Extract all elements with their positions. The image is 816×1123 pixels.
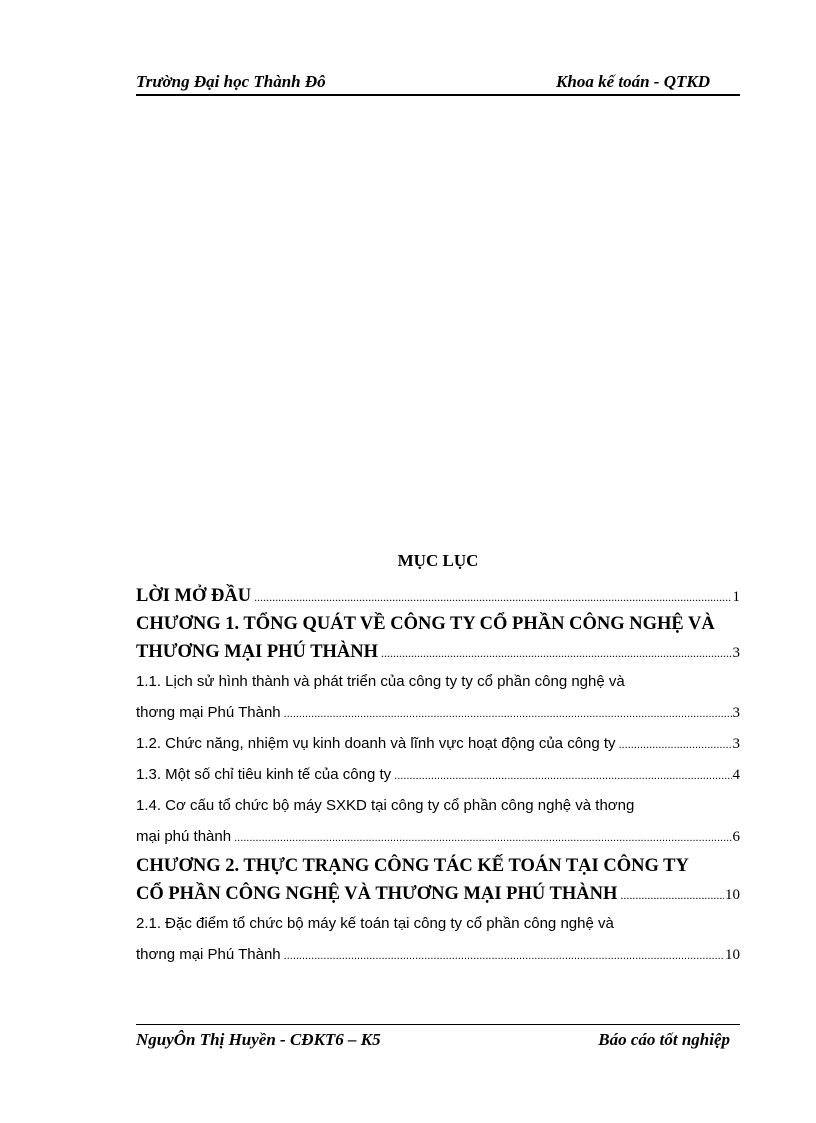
toc-leader-dots	[254, 583, 731, 611]
toc-leader-dots	[381, 639, 731, 667]
toc-page-number: 3	[732, 736, 740, 752]
header-school-name: Trường Đại học Thành Đô	[136, 72, 326, 91]
toc-page-number: 4	[732, 767, 740, 783]
toc-entry-loi-mo-dau[interactable]	[136, 582, 740, 610]
toc-entry-title: LỜI MỞ ĐẦU	[136, 586, 252, 606]
toc-title: MỤC LỤC	[397, 551, 479, 570]
toc-entry-title: 2.1. Đặc điểm tổ chức bộ máy kế toán tại công ty cổ phần công nghệ và	[136, 915, 614, 932]
toc-entry-title-cont: mại phú thành	[136, 828, 232, 845]
toc-page-number: 10	[725, 947, 740, 963]
toc-entry-title-cont: thơng mại Phú Thành	[136, 946, 281, 963]
toc-entry-1-4[interactable]	[136, 790, 740, 852]
toc-leader-dots	[394, 761, 731, 792]
toc-entry-title: 1.2. Chức năng, nhiệm vụ kinh doanh và lĩnh vực hoạt động của công ty	[136, 735, 616, 752]
toc-entry-title: 1.4. Cơ cấu tổ chức bộ máy SXKD tại công ty cổ phần công nghệ và thơng	[136, 797, 635, 814]
page-header	[136, 72, 740, 96]
toc-entry-title: 1.1. Lịch sử hình thành và phát triển của công ty ty cổ phần công nghệ và	[136, 673, 625, 690]
toc-entry-title: CHƯƠNG 1. TỔNG QUÁT VỀ CÔNG TY CỔ PHẦN CÔNG NGHỆ VÀ	[136, 614, 715, 634]
toc-entry-title-cont: CỔ PHẦN CÔNG NGHỆ VÀ THƯƠNG MẠI PHÚ THÀNH	[136, 884, 618, 904]
toc-entry-2-1[interactable]	[136, 908, 740, 970]
toc-entry-chuong-1[interactable]	[136, 610, 740, 666]
toc-leader-dots	[234, 823, 731, 854]
toc-entry-title: 1.3. Một số chỉ tiêu kinh tế của công ty	[136, 766, 392, 783]
toc-entry-1-3[interactable]	[136, 759, 740, 790]
toc-leader-dots	[619, 730, 732, 761]
toc-entry-title: CHƯƠNG 2. THỰC TRẠNG CÔNG TÁC KẾ TOÁN TẠI CÔNG TY	[136, 856, 689, 876]
toc-page-number: 3	[732, 705, 740, 721]
toc-page-number: 6	[732, 829, 740, 845]
header-faculty-name: Khoa kế toán - QTKD	[556, 72, 710, 91]
toc-entry-title-cont: THƯƠNG MẠI PHÚ THÀNH	[136, 642, 379, 662]
footer-author: NguyÔn Thị Huyền - CĐKT6 – K5	[136, 1030, 381, 1049]
toc-page-number: 1	[732, 589, 740, 605]
toc-leader-dots	[620, 881, 724, 909]
toc-page-number: 10	[725, 887, 740, 903]
table-of-contents	[136, 582, 740, 970]
toc-entry-title-cont: thơng mại Phú Thành	[136, 704, 281, 721]
page-footer	[136, 1024, 740, 1051]
toc-entry-1-1[interactable]	[136, 666, 740, 728]
toc-entry-chuong-2[interactable]	[136, 852, 740, 908]
toc-entry-1-2[interactable]	[136, 728, 740, 759]
toc-page-number: 3	[732, 645, 740, 661]
toc-leader-dots	[284, 941, 724, 972]
toc-leader-dots	[284, 699, 732, 730]
footer-document-type: Báo cáo tốt nghiệp	[598, 1030, 730, 1049]
